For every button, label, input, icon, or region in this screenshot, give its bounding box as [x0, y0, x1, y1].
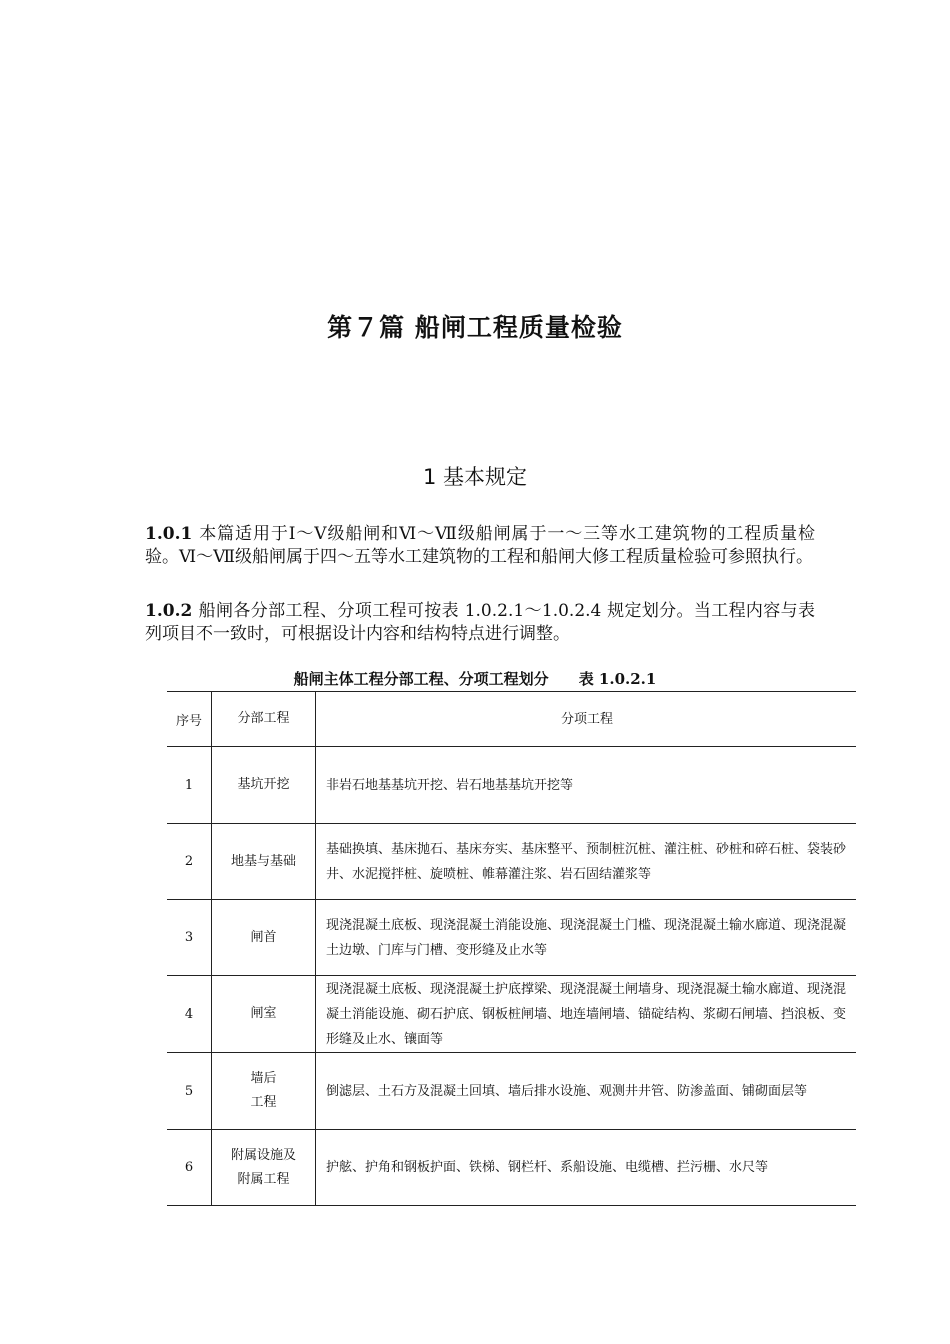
chapter-title: 1 基本规定 [422, 465, 528, 489]
table-row [167, 900, 856, 976]
row-no: 1 [167, 747, 212, 824]
clause-number: 1.0.2 [145, 601, 193, 621]
row-no: 2 [167, 824, 212, 900]
table-row [167, 976, 856, 1053]
row-items: 倒滤层、土石方及混凝土回填、墙后排水设施、观测井井管、防渗盖面、铺砌面层等 [316, 1053, 857, 1130]
row-part: 基坑开挖 [212, 747, 316, 824]
row-part: 地基与基础 [212, 824, 316, 900]
row-part-line: 墙后 [250, 1071, 277, 1086]
header-cell-part: 分部工程 [212, 692, 316, 747]
clause-1-0-2 [145, 600, 815, 646]
table-number: 表 1.0.2.1 [578, 670, 657, 688]
row-part-line: 附属工程 [237, 1171, 290, 1187]
row-part [212, 1053, 316, 1130]
table-row [167, 1130, 856, 1206]
header-cell-no: 序号 [167, 692, 212, 747]
table-caption [0, 668, 950, 689]
row-items: 非岩石地基基坑开挖、岩石地基基坑开挖等 [316, 747, 857, 824]
row-no: 6 [167, 1130, 212, 1206]
table-row [167, 1053, 856, 1130]
row-part-line: 工程 [250, 1095, 277, 1110]
row-no: 3 [167, 900, 212, 976]
part-title: 第７篇 船闸工程质量检验 [327, 313, 623, 342]
division-table [167, 691, 856, 1206]
row-items: 现浇混凝土底板、现浇混凝土护底撑梁、现浇混凝土闸墙身、现浇混凝土输水廊道、现浇混凝土消能设施、砌石护底、钢板桩闸墙、地连墙闸墙、锚碇结构、浆砌石闸墙、挡浪板、变形缝及止水、镶面等 [316, 976, 857, 1053]
clause-number: 1.0.1 [145, 524, 193, 544]
table-header-row [167, 692, 856, 747]
header-cell-items: 分项工程 [316, 692, 857, 747]
clause-1-0-1 [145, 523, 815, 569]
row-no: 5 [167, 1053, 212, 1130]
row-part [212, 1130, 316, 1206]
row-no: 4 [167, 976, 212, 1053]
clause-text: 船闸各分部工程、分项工程可按表 1.0.2.1～1.0.2.4 规定划分。当工程内容与表列项目不一致时，可根据设计内容和结构特点进行调整。 [145, 601, 815, 644]
table-row [167, 824, 856, 900]
row-part: 闸室 [212, 976, 316, 1053]
table-caption-text: 船闸主体工程分部工程、分项工程划分 [293, 670, 549, 688]
row-items: 现浇混凝土底板、现浇混凝土消能设施、现浇混凝土门槛、现浇混凝土输水廊道、现浇混凝土边墩、门库与门槽、变形缝及止水等 [316, 900, 857, 976]
row-items: 基础换填、基床抛石、基床夯实、基床整平、预制桩沉桩、灌注桩、砂桩和碎石桩、袋装砂井、水泥搅拌桩、旋喷桩、帷幕灌注浆、岩石固结灌浆等 [316, 824, 857, 900]
row-part-line: 附属设施及 [230, 1147, 296, 1163]
table-row [167, 747, 856, 824]
row-part: 闸首 [212, 900, 316, 976]
clause-text: 本篇适用于Ⅰ～Ⅴ级船闸和Ⅵ～Ⅶ级船闸属于一～三等水工建筑物的工程质量检验。Ⅵ～Ⅶ级船闸属于四～五等水工建筑物的工程和船闸大修工程质量检验可参照执行。 [145, 524, 815, 567]
row-items: 护舷、护角和钢板护面、铁梯、钢栏杆、系船设施、电缆槽、拦污栅、水尺等 [316, 1130, 857, 1206]
